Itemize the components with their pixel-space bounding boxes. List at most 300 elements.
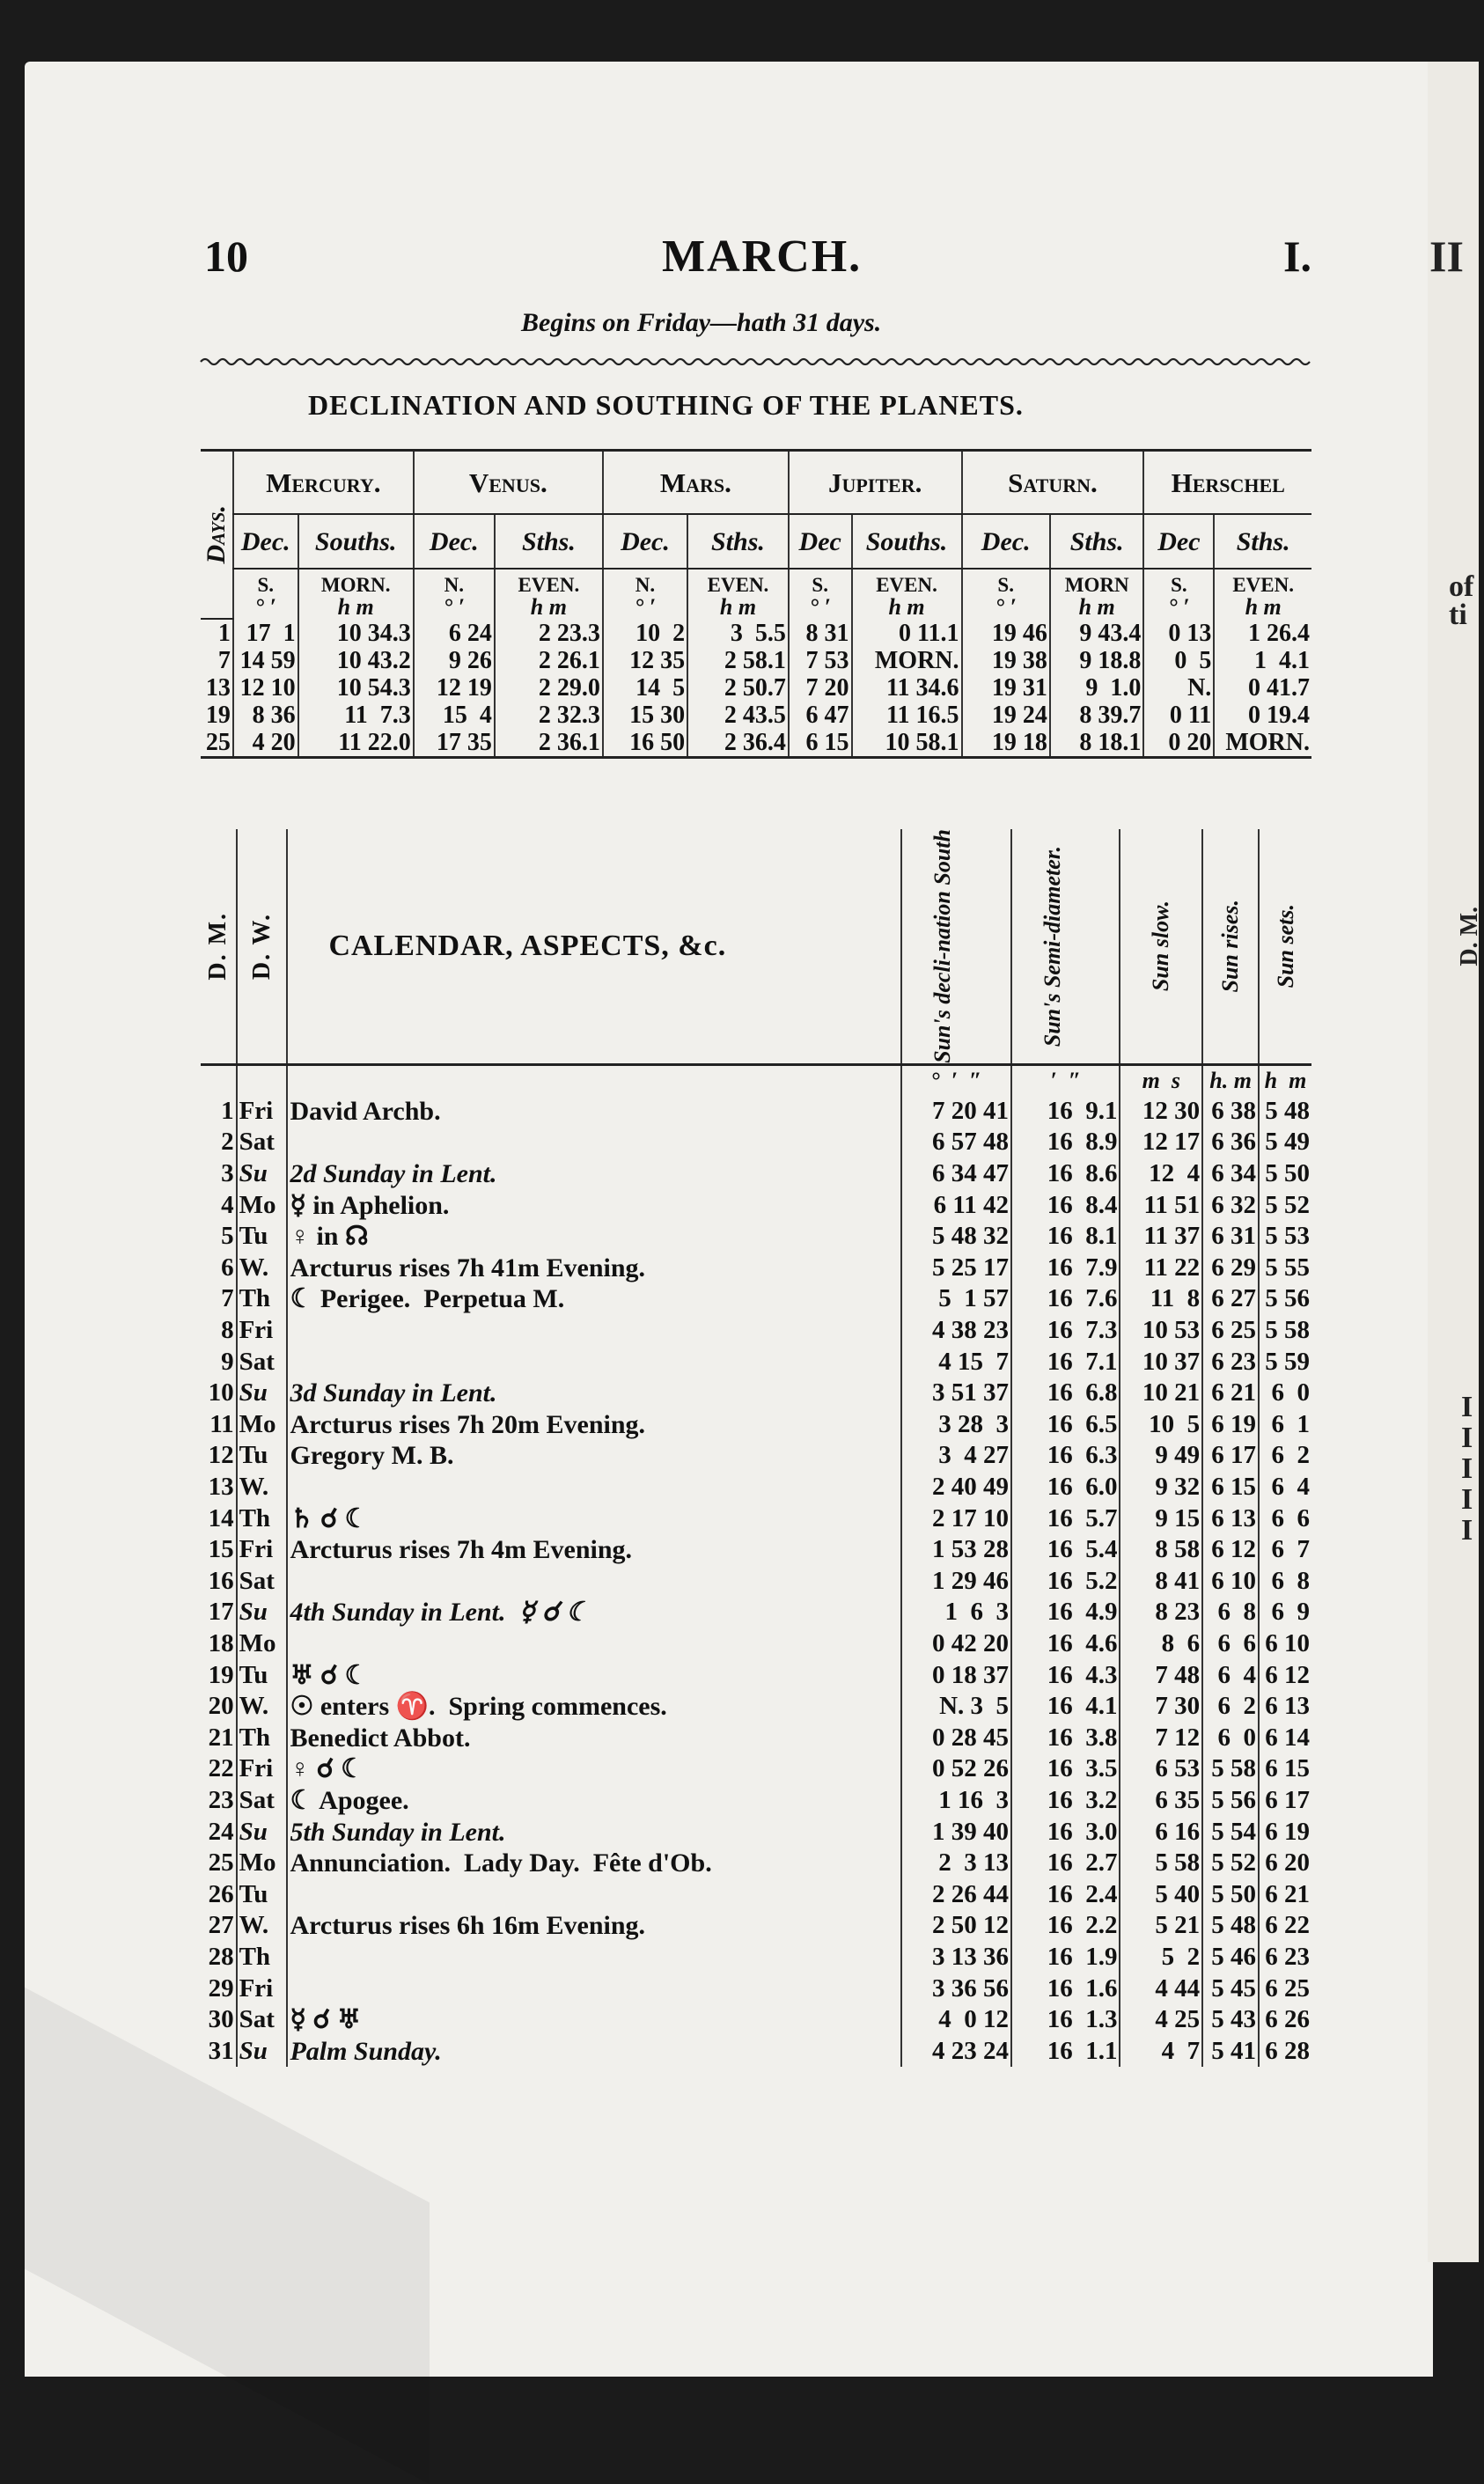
value-cell: 0 13 <box>1143 619 1214 647</box>
header-dw <box>237 829 288 1064</box>
calendar-entry: ☾ Perigee. Perpetua M. <box>287 1283 900 1315</box>
value-cell: N. <box>1143 674 1214 702</box>
sun-rise: 6 31 <box>1202 1221 1259 1253</box>
value-cell: 19 24 <box>962 702 1050 729</box>
value-cell: 10 58.1 <box>852 729 962 758</box>
sun-decl: 1 29 46 <box>901 1566 1012 1598</box>
day-of-week: Fri <box>237 1096 288 1128</box>
page-subtitle: Begins on Friday—hath 31 days. <box>521 308 882 337</box>
planets-table-title: DECLINATION AND SOUTHING OF THE PLANETS. <box>308 389 1024 421</box>
sun-slow: 11 51 <box>1120 1190 1202 1222</box>
sun-set: 6 15 <box>1259 1753 1311 1785</box>
unit-label: h m <box>852 596 962 619</box>
sun-rise: 5 54 <box>1202 1817 1259 1848</box>
sun-decl: 0 42 20 <box>901 1628 1012 1660</box>
sun-rise: 6 27 <box>1202 1283 1259 1315</box>
calendar-entry <box>287 1973 900 2005</box>
sun-decl: 1 6 3 <box>901 1597 1012 1628</box>
sun-semi: 16 2.7 <box>1011 1848 1120 1879</box>
sun-semi: 16 7.6 <box>1011 1283 1120 1315</box>
table-row <box>201 1283 1311 1315</box>
facing-page-text: of <box>1449 570 1474 603</box>
day-of-week: Th <box>237 1723 288 1754</box>
table-row <box>201 1628 1311 1660</box>
units-row <box>201 596 1311 619</box>
sun-decl: 5 48 32 <box>901 1221 1012 1253</box>
sun-set: 6 6 <box>1259 1503 1311 1535</box>
facing-page-text: I <box>1461 1452 1473 1485</box>
sun-slow: 12 4 <box>1120 1158 1202 1190</box>
table-row <box>201 1566 1311 1598</box>
unit-label: EVEN. <box>852 569 962 596</box>
day-of-month: 10 <box>208 1378 234 1407</box>
sun-rise: 6 17 <box>1202 1440 1259 1472</box>
value-cell: 10 2 <box>603 619 687 647</box>
table-row <box>201 1409 1311 1441</box>
planets-table <box>201 449 1311 759</box>
value-cell: 15 4 <box>414 702 495 729</box>
calendar-header-label: CALENDAR, ASPECTS, &c. <box>328 930 727 963</box>
sun-set: 6 12 <box>1259 1660 1311 1692</box>
day-of-week: Mo <box>237 1409 288 1441</box>
sun-rise: 6 19 <box>1202 1409 1259 1441</box>
table-row <box>201 2004 1311 2036</box>
sun-slow: 7 30 <box>1120 1691 1202 1723</box>
unit-label: S. <box>962 569 1050 596</box>
day-of-month: 11 <box>209 1409 234 1438</box>
sun-semi: 16 6.5 <box>1011 1409 1120 1441</box>
planet-subheader: Dec. <box>962 514 1050 569</box>
sun-semi: 16 8.4 <box>1011 1190 1120 1222</box>
days-header <box>201 451 233 620</box>
header-dm <box>201 829 237 1064</box>
table-row <box>201 1253 1311 1284</box>
value-cell: 1 26.4 <box>1214 619 1311 647</box>
day-of-month: 24 <box>208 1817 234 1846</box>
value-cell: 2 26.1 <box>495 647 603 674</box>
sun-rise: 6 38 <box>1202 1096 1259 1128</box>
sun-slow: 9 32 <box>1120 1472 1202 1503</box>
day-of-week: Su <box>237 1597 288 1628</box>
sun-slow: 7 48 <box>1120 1660 1202 1692</box>
value-cell: 17 35 <box>414 729 495 758</box>
value-cell: 3 5.5 <box>687 619 789 647</box>
sun-decl: 2 50 12 <box>901 1910 1012 1942</box>
unit-label: ° ′ <box>789 596 852 619</box>
unit-label: EVEN. <box>1214 569 1311 596</box>
day-of-month: 3 <box>221 1159 234 1188</box>
sun-set: 5 59 <box>1259 1347 1311 1378</box>
calendar-entry: Benedict Abbot. <box>287 1723 900 1754</box>
sun-slow: 5 21 <box>1120 1910 1202 1942</box>
value-cell: 4 20 <box>233 729 298 758</box>
value-cell: 6 15 <box>789 729 852 758</box>
sun-set: 6 17 <box>1259 1785 1311 1817</box>
unit-label: m s <box>1120 1064 1202 1096</box>
unit-label: h m <box>1214 596 1311 619</box>
sun-semi: 16 5.2 <box>1011 1566 1120 1598</box>
sun-decl: 6 57 48 <box>901 1127 1012 1158</box>
facing-page-text: I <box>1461 1391 1473 1423</box>
unit-label: h m <box>298 596 414 619</box>
table-row <box>201 729 1311 758</box>
facing-page-text: I <box>1461 1514 1473 1547</box>
day-of-month: 8 <box>221 1316 234 1345</box>
day-of-month: 6 <box>221 1253 234 1282</box>
table-row <box>201 1472 1311 1503</box>
calendar-entry: 4th Sunday in Lent. ☿ ☌ ☾ <box>287 1597 900 1628</box>
sun-rise: 6 23 <box>1202 1347 1259 1378</box>
unit-label: h m <box>495 596 603 619</box>
table-row <box>201 1879 1311 1911</box>
sun-set: 6 9 <box>1259 1597 1311 1628</box>
day-of-week: W. <box>237 1253 288 1284</box>
sun-semi: 16 7.1 <box>1011 1347 1120 1378</box>
unit-label: h m <box>1050 596 1144 619</box>
sun-semi: 16 3.2 <box>1011 1785 1120 1817</box>
table-row <box>201 619 1311 647</box>
day-of-week: Su <box>237 1817 288 1848</box>
sun-rise: 6 10 <box>1202 1566 1259 1598</box>
unit-label: ° ′ <box>1143 596 1214 619</box>
sun-slow: 5 58 <box>1120 1848 1202 1879</box>
sun-set: 6 25 <box>1259 1973 1311 2005</box>
sun-slow: 8 6 <box>1120 1628 1202 1660</box>
sun-rise: 6 12 <box>1202 1534 1259 1566</box>
table-row <box>201 1503 1311 1535</box>
facing-page-edge <box>1428 62 1479 2262</box>
sun-slow: 8 58 <box>1120 1534 1202 1566</box>
day-of-week: Sat <box>237 1566 288 1598</box>
value-cell: 11 16.5 <box>852 702 962 729</box>
sun-semi: 16 3.8 <box>1011 1723 1120 1754</box>
facing-page-text: I <box>1461 1422 1473 1454</box>
sun-slow: 5 40 <box>1120 1879 1202 1911</box>
calendar-entry: ♀ in ☊ <box>287 1221 900 1253</box>
sun-slow: 4 44 <box>1120 1973 1202 2005</box>
sun-decl: 3 36 56 <box>901 1973 1012 2005</box>
value-cell: MORN. <box>1214 729 1311 758</box>
calendar-entry: ♅ ☌ ☾ <box>287 1660 900 1692</box>
value-cell: 2 58.1 <box>687 647 789 674</box>
day-of-week: Tu <box>237 1221 288 1253</box>
calendar-entry: Gregory M. B. <box>287 1440 900 1472</box>
sun-rise: 6 13 <box>1202 1503 1259 1535</box>
header-decl <box>901 829 1012 1064</box>
day-of-month: 15 <box>208 1535 234 1564</box>
unit-label: MORN. <box>298 569 414 596</box>
header-label: D. W. <box>247 912 275 981</box>
sun-set: 6 28 <box>1259 2036 1311 2068</box>
sun-slow: 6 16 <box>1120 1817 1202 1848</box>
table-row <box>201 2036 1311 2068</box>
header-rises <box>1202 829 1259 1064</box>
unit-label: S. <box>233 569 298 596</box>
sun-decl: 2 26 44 <box>901 1879 1012 1911</box>
unit-label: MORN <box>1050 569 1144 596</box>
calendar-entry: 3d Sunday in Lent. <box>287 1378 900 1409</box>
day-of-week: Th <box>237 1283 288 1315</box>
day-of-month: 25 <box>208 1848 234 1878</box>
planet-subheader: Sths. <box>1050 514 1144 569</box>
sun-decl: 3 4 27 <box>901 1440 1012 1472</box>
sun-set: 6 7 <box>1259 1534 1311 1566</box>
sun-slow: 10 37 <box>1120 1347 1202 1378</box>
unit-label: h. m <box>1202 1064 1259 1096</box>
units-row <box>201 1064 1311 1096</box>
sun-decl: 4 15 7 <box>901 1347 1012 1378</box>
sun-set: 6 21 <box>1259 1879 1311 1911</box>
table-row <box>201 1817 1311 1848</box>
sun-rise: 5 41 <box>1202 2036 1259 2068</box>
planet-subheader: Souths. <box>852 514 962 569</box>
planet-subheader: Dec. <box>414 514 495 569</box>
value-cell: 11 22.0 <box>298 729 414 758</box>
day-of-week: Th <box>237 1942 288 1973</box>
calendar-entry <box>287 1347 900 1378</box>
value-cell: 17 1 <box>233 619 298 647</box>
day-of-week: Fri <box>237 1753 288 1785</box>
sun-semi: 16 6.3 <box>1011 1440 1120 1472</box>
planet-subheader: Sths. <box>687 514 789 569</box>
value-cell: 2 50.7 <box>687 674 789 702</box>
table-row <box>201 1753 1311 1785</box>
unit-label: h m <box>687 596 789 619</box>
value-cell: 7 53 <box>789 647 852 674</box>
day-of-month: 16 <box>208 1566 234 1595</box>
table-row <box>201 1597 1311 1628</box>
sun-set: 6 2 <box>1259 1440 1311 1472</box>
day-of-week: Fri <box>237 1534 288 1566</box>
day-of-month: 18 <box>208 1628 234 1657</box>
sun-set: 5 55 <box>1259 1253 1311 1284</box>
sun-slow: 5 2 <box>1120 1942 1202 1973</box>
sun-decl: 2 3 13 <box>901 1848 1012 1879</box>
day-cell: 1 <box>217 620 231 647</box>
planet-subheader: Souths. <box>298 514 414 569</box>
sun-semi: 16 8.9 <box>1011 1127 1120 1158</box>
value-cell: 0 19.4 <box>1214 702 1311 729</box>
sun-rise: 6 8 <box>1202 1597 1259 1628</box>
value-cell: 11 7.3 <box>298 702 414 729</box>
sun-semi: 16 2.2 <box>1011 1910 1120 1942</box>
unit-label: ° ′ <box>414 596 495 619</box>
sun-semi: 16 1.6 <box>1011 1973 1120 2005</box>
sun-slow: 12 30 <box>1120 1096 1202 1128</box>
sun-set: 6 23 <box>1259 1942 1311 1973</box>
sun-slow: 9 15 <box>1120 1503 1202 1535</box>
sun-decl: 5 25 17 <box>901 1253 1012 1284</box>
sun-semi: 16 1.3 <box>1011 2004 1120 2036</box>
value-cell: 9 18.8 <box>1050 647 1144 674</box>
table-row <box>201 1315 1311 1347</box>
sun-slow: 4 7 <box>1120 2036 1202 2068</box>
sun-rise: 6 25 <box>1202 1315 1259 1347</box>
value-cell: 19 46 <box>962 619 1050 647</box>
unit-label: ° ′ <box>962 596 1050 619</box>
day-of-week: W. <box>237 1910 288 1942</box>
value-cell: 6 47 <box>789 702 852 729</box>
sun-semi: 16 6.0 <box>1011 1472 1120 1503</box>
value-cell: 2 36.4 <box>687 729 789 758</box>
calendar-header-row <box>201 829 1311 1064</box>
day-of-month: 4 <box>221 1190 234 1219</box>
day-of-month: 14 <box>208 1503 234 1532</box>
planet-name: Jupiter. <box>789 451 962 515</box>
sun-slow: 8 23 <box>1120 1597 1202 1628</box>
value-cell: 14 59 <box>233 647 298 674</box>
header-label: D. M. <box>204 912 231 981</box>
value-cell: 12 35 <box>603 647 687 674</box>
planet-header-row <box>201 451 1311 515</box>
sun-rise: 6 21 <box>1202 1378 1259 1409</box>
sun-semi: 16 8.6 <box>1011 1158 1120 1190</box>
sun-set: 6 14 <box>1259 1723 1311 1754</box>
value-cell: 0 5 <box>1143 647 1214 674</box>
unit-label: EVEN. <box>495 569 603 596</box>
header-semi <box>1011 829 1120 1064</box>
calendar-entry <box>287 1472 900 1503</box>
day-of-week: Th <box>237 1503 288 1535</box>
sun-decl: 7 20 41 <box>901 1096 1012 1128</box>
planet-name: Mercury. <box>233 451 414 515</box>
sun-decl: 4 23 24 <box>901 2036 1012 2068</box>
planet-subheader: Dec. <box>603 514 687 569</box>
day-of-month: 29 <box>208 1973 234 2003</box>
day-of-month: 1 <box>221 1096 234 1125</box>
table-row <box>201 1723 1311 1754</box>
sun-slow: 11 37 <box>1120 1221 1202 1253</box>
day-of-week: Su <box>237 1158 288 1190</box>
value-cell: 2 29.0 <box>495 674 603 702</box>
sun-decl: 6 11 42 <box>901 1190 1012 1222</box>
day-of-month: 30 <box>208 2005 234 2034</box>
planet-subheader: Dec <box>1143 514 1214 569</box>
sun-decl: 3 28 3 <box>901 1409 1012 1441</box>
sun-semi: 16 7.9 <box>1011 1253 1120 1284</box>
value-cell: 16 50 <box>603 729 687 758</box>
table-row <box>201 1158 1311 1190</box>
sun-semi: 16 8.1 <box>1011 1221 1120 1253</box>
value-cell: 19 31 <box>962 674 1050 702</box>
sun-decl: 2 40 49 <box>901 1472 1012 1503</box>
calendar-entry: Arcturus rises 6h 16m Evening. <box>287 1910 900 1942</box>
table-row <box>201 1848 1311 1879</box>
sun-rise: 6 34 <box>1202 1158 1259 1190</box>
calendar-entry: ☿ ☌ ♅ <box>287 2004 900 2036</box>
sun-rise: 6 36 <box>1202 1127 1259 1158</box>
value-cell: 14 5 <box>603 674 687 702</box>
calendar-entry <box>287 1628 900 1660</box>
day-of-month: 28 <box>208 1942 234 1971</box>
sun-set: 5 56 <box>1259 1283 1311 1315</box>
value-cell: 0 11 <box>1143 702 1214 729</box>
value-cell: 0 41.7 <box>1214 674 1311 702</box>
header-sets <box>1259 829 1311 1064</box>
page-number: 10 <box>204 231 248 281</box>
value-cell: 9 26 <box>414 647 495 674</box>
value-cell: 15 30 <box>603 702 687 729</box>
calendar-entry <box>287 1942 900 1973</box>
day-of-week: Mo <box>237 1848 288 1879</box>
unit-label: ° ′ ″ <box>901 1064 1012 1096</box>
page-title: MARCH. <box>662 231 863 282</box>
facing-page-header: II <box>1429 231 1464 281</box>
day-of-month: 7 <box>221 1284 234 1313</box>
sun-semi: 16 7.3 <box>1011 1315 1120 1347</box>
value-cell: 9 43.4 <box>1050 619 1144 647</box>
calendar-table <box>201 829 1311 2067</box>
sun-set: 5 50 <box>1259 1158 1311 1190</box>
sun-set: 5 49 <box>1259 1127 1311 1158</box>
facing-page-text: ti <box>1449 599 1467 631</box>
value-cell: 12 19 <box>414 674 495 702</box>
facing-page-text: I <box>1461 1483 1473 1516</box>
value-cell: 8 36 <box>233 702 298 729</box>
sun-decl: 1 53 28 <box>901 1534 1012 1566</box>
calendar-entry: Palm Sunday. <box>287 2036 900 2068</box>
sun-semi: 16 4.9 <box>1011 1597 1120 1628</box>
sun-decl: 2 17 10 <box>901 1503 1012 1535</box>
unit-label: N. <box>414 569 495 596</box>
table-row <box>201 1347 1311 1378</box>
table-row <box>201 702 1311 729</box>
sun-rise: 6 0 <box>1202 1723 1259 1754</box>
unit-label: EVEN. <box>687 569 789 596</box>
header-cal <box>287 829 900 1064</box>
day-of-month: 13 <box>208 1473 234 1502</box>
day-of-month: 22 <box>208 1754 234 1783</box>
calendar-entry: Arcturus rises 7h 41m Evening. <box>287 1253 900 1284</box>
day-cell: 25 <box>201 729 233 758</box>
calendar-entry <box>287 1566 900 1598</box>
planet-subheader: Sths. <box>495 514 603 569</box>
sun-rise: 6 4 <box>1202 1660 1259 1692</box>
table-row <box>201 647 1311 674</box>
sun-decl: 4 0 12 <box>901 2004 1012 2036</box>
sun-decl: 0 28 45 <box>901 1723 1012 1754</box>
planet-name: Mars. <box>603 451 789 515</box>
planet-subheader: Dec. <box>233 514 298 569</box>
sun-set: 5 48 <box>1259 1096 1311 1128</box>
sun-set: 5 58 <box>1259 1315 1311 1347</box>
days-label: Days. <box>201 505 231 564</box>
calendar-entry <box>287 1879 900 1911</box>
planet-subheader: Dec <box>789 514 852 569</box>
table-row <box>201 1534 1311 1566</box>
units-row <box>201 569 1311 596</box>
unit-label: ° ′ <box>233 596 298 619</box>
sun-rise: 5 52 <box>1202 1848 1259 1879</box>
table-row <box>201 1378 1311 1409</box>
sun-rise: 5 50 <box>1202 1879 1259 1911</box>
unit-label: h m <box>1259 1064 1311 1096</box>
value-cell: 8 31 <box>789 619 852 647</box>
day-of-month: 20 <box>208 1692 234 1721</box>
sun-semi: 16 9.1 <box>1011 1096 1120 1128</box>
sun-rise: 5 46 <box>1202 1942 1259 1973</box>
day-of-week: Sat <box>237 1785 288 1817</box>
sun-semi: 16 3.5 <box>1011 1753 1120 1785</box>
calendar-entry <box>287 1315 900 1347</box>
day-of-week: Sat <box>237 2004 288 2036</box>
sun-slow: 11 22 <box>1120 1253 1202 1284</box>
planet-name: Venus. <box>414 451 603 515</box>
table-row <box>201 1973 1311 2005</box>
sun-semi: 16 1.1 <box>1011 2036 1120 2068</box>
unit-label: ′ ″ <box>1011 1064 1120 1096</box>
sun-set: 6 22 <box>1259 1910 1311 1942</box>
